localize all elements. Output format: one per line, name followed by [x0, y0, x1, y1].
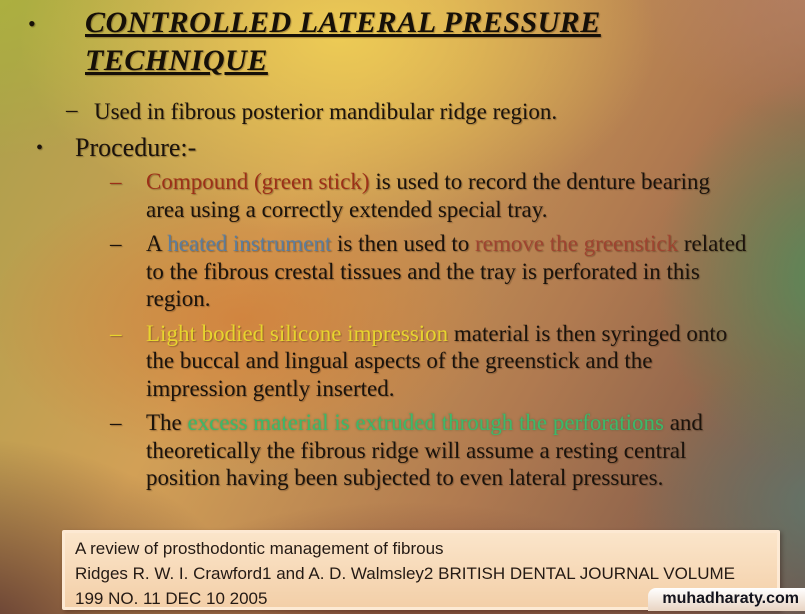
- procedure-heading-row: [36, 130, 196, 166]
- citation-line: Ridges R. W. I. Crawford1 and A. D. Walmsley2 BRITISH DENTAL JOURNAL VOLUME: [75, 564, 736, 583]
- citation-line: A review of prosthodontic management of fibrous: [75, 539, 444, 558]
- citation-line: 199 NO. 11 DEC 10 2005: [75, 589, 268, 608]
- dash-icon: –: [110, 231, 122, 256]
- list-item-text: [146, 168, 752, 223]
- procedure-list: [110, 168, 758, 499]
- text-segment: excess material is extruded through the perforations: [187, 410, 664, 435]
- text-segment: related to the fibrous crestal tissues and the tray is perforated in this region.: [146, 231, 747, 311]
- watermark: muhadharaty.com: [648, 588, 805, 611]
- text-segment: remove the greenstick: [475, 231, 679, 256]
- dash-icon: –: [110, 410, 122, 435]
- list-item-excess-material: [110, 409, 758, 492]
- list-item-light-bodied: [110, 320, 758, 403]
- text-segment: Light bodied silicone impression: [146, 320, 449, 346]
- dash-icon: –: [110, 169, 122, 194]
- list-item-heated-instrument: [110, 230, 758, 313]
- intro-text: Used in fibrous posterior mandibular ridge region.: [94, 99, 558, 124]
- text-segment: A: [146, 231, 168, 256]
- bullet-icon: •: [28, 11, 36, 36]
- procedure-heading: Procedure:-: [75, 133, 197, 162]
- bullet-icon: •: [36, 137, 44, 159]
- list-item-text: [146, 230, 752, 313]
- text-segment: material is then syringed onto the buccal and lingual aspects of the greenstick and the impression gently inserted.: [146, 320, 728, 401]
- list-item-text: [146, 320, 752, 403]
- title-row: [28, 4, 645, 80]
- text-segment: is used to record the denture bearing area using a correctly extended special tray.: [146, 169, 710, 222]
- list-item-compound: [110, 168, 758, 223]
- dash-icon: –: [66, 97, 78, 122]
- text-segment: The: [146, 410, 188, 435]
- slide-title: CONTROLLED LATERAL PRESSURE TECHNIQUE: [85, 6, 601, 77]
- list-item-text: [146, 409, 752, 492]
- intro-line: [66, 97, 776, 127]
- text-segment: heated instrument: [167, 231, 332, 256]
- text-segment: and theoretically the fibrous ridge will assume a resting central position having been subjected to even lateral pressures.: [146, 410, 703, 490]
- text-segment: is then used to: [331, 231, 475, 256]
- text-segment: Compound (green stick): [146, 169, 370, 194]
- dash-icon: –: [110, 320, 122, 346]
